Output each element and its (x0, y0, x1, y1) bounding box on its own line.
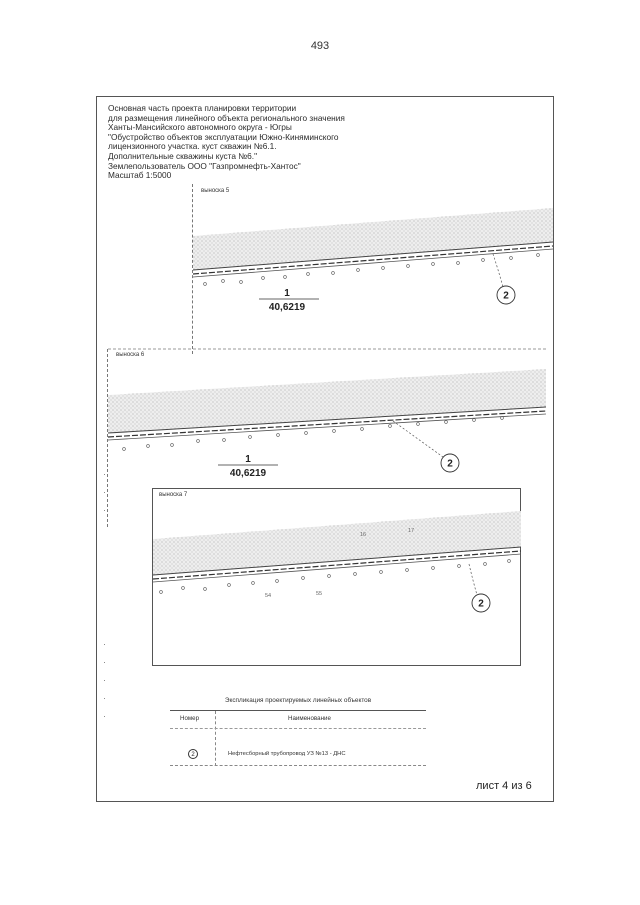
scale-label: Масштаб 1:5000 (108, 170, 172, 181)
title-line: Основная часть проекта планировки территории (108, 103, 297, 113)
legend-row-number: 2 (188, 749, 198, 759)
inset-5 (192, 184, 554, 354)
leader-line (493, 254, 503, 287)
point-label: 54 (265, 593, 272, 599)
legend-col-number: Номер (180, 715, 200, 722)
title-line: Дополнительные скважины куста №6." (108, 150, 258, 161)
inset-label: выноска 6 (116, 352, 145, 358)
title-block (108, 104, 378, 181)
point-label: 17 (408, 528, 415, 534)
inset-7 (152, 488, 521, 666)
inset-label: выноска 5 (201, 188, 230, 194)
title-line: лицензионного участка. куст скважин №6.1. (108, 141, 277, 152)
forest-area (193, 208, 553, 270)
left-margin-dots: · · · · · (103, 639, 106, 721)
title-line: для размещения линейного объекта регионального значения (108, 112, 345, 123)
inset-label: выноска 7 (159, 492, 188, 498)
legend-title: Экспликация проектируемых линейных объектов (224, 697, 372, 704)
inset-5-map (193, 184, 555, 354)
point-label: 16 (360, 532, 367, 538)
parcel-area: 40,6219 (268, 302, 306, 313)
parcel-number: 1 (245, 454, 251, 465)
leader-line (393, 421, 443, 457)
legend-col-name: Наименование (288, 715, 331, 722)
page-number: 493 (310, 40, 330, 52)
object-number: 2 (447, 458, 453, 470)
parcel-area: 40,6219 (229, 468, 267, 479)
title-line: Ханты-Мансийского автономного округа - Югры (108, 122, 292, 133)
title-line: Землепользователь ООО "Газпромнефть-Хантос" (108, 160, 301, 171)
legend-header-divider (170, 728, 426, 729)
parcel-number: 1 (284, 288, 290, 299)
object-number: 2 (478, 598, 484, 610)
inset-7-map (153, 489, 522, 667)
point-label: 55 (316, 591, 323, 597)
legend-table (170, 710, 426, 766)
sheet-label: лист 4 из 6 (476, 780, 532, 792)
left-margin-dots: · · · (103, 469, 106, 515)
leader-line (469, 564, 477, 595)
legend-row-name: Нефтесборный трубопровод УЗ №13 - ДНС (228, 751, 346, 757)
object-number: 2 (503, 290, 509, 302)
title-line: "Обустройство объектов эксплуатации Южно-Киняминского (108, 131, 339, 142)
